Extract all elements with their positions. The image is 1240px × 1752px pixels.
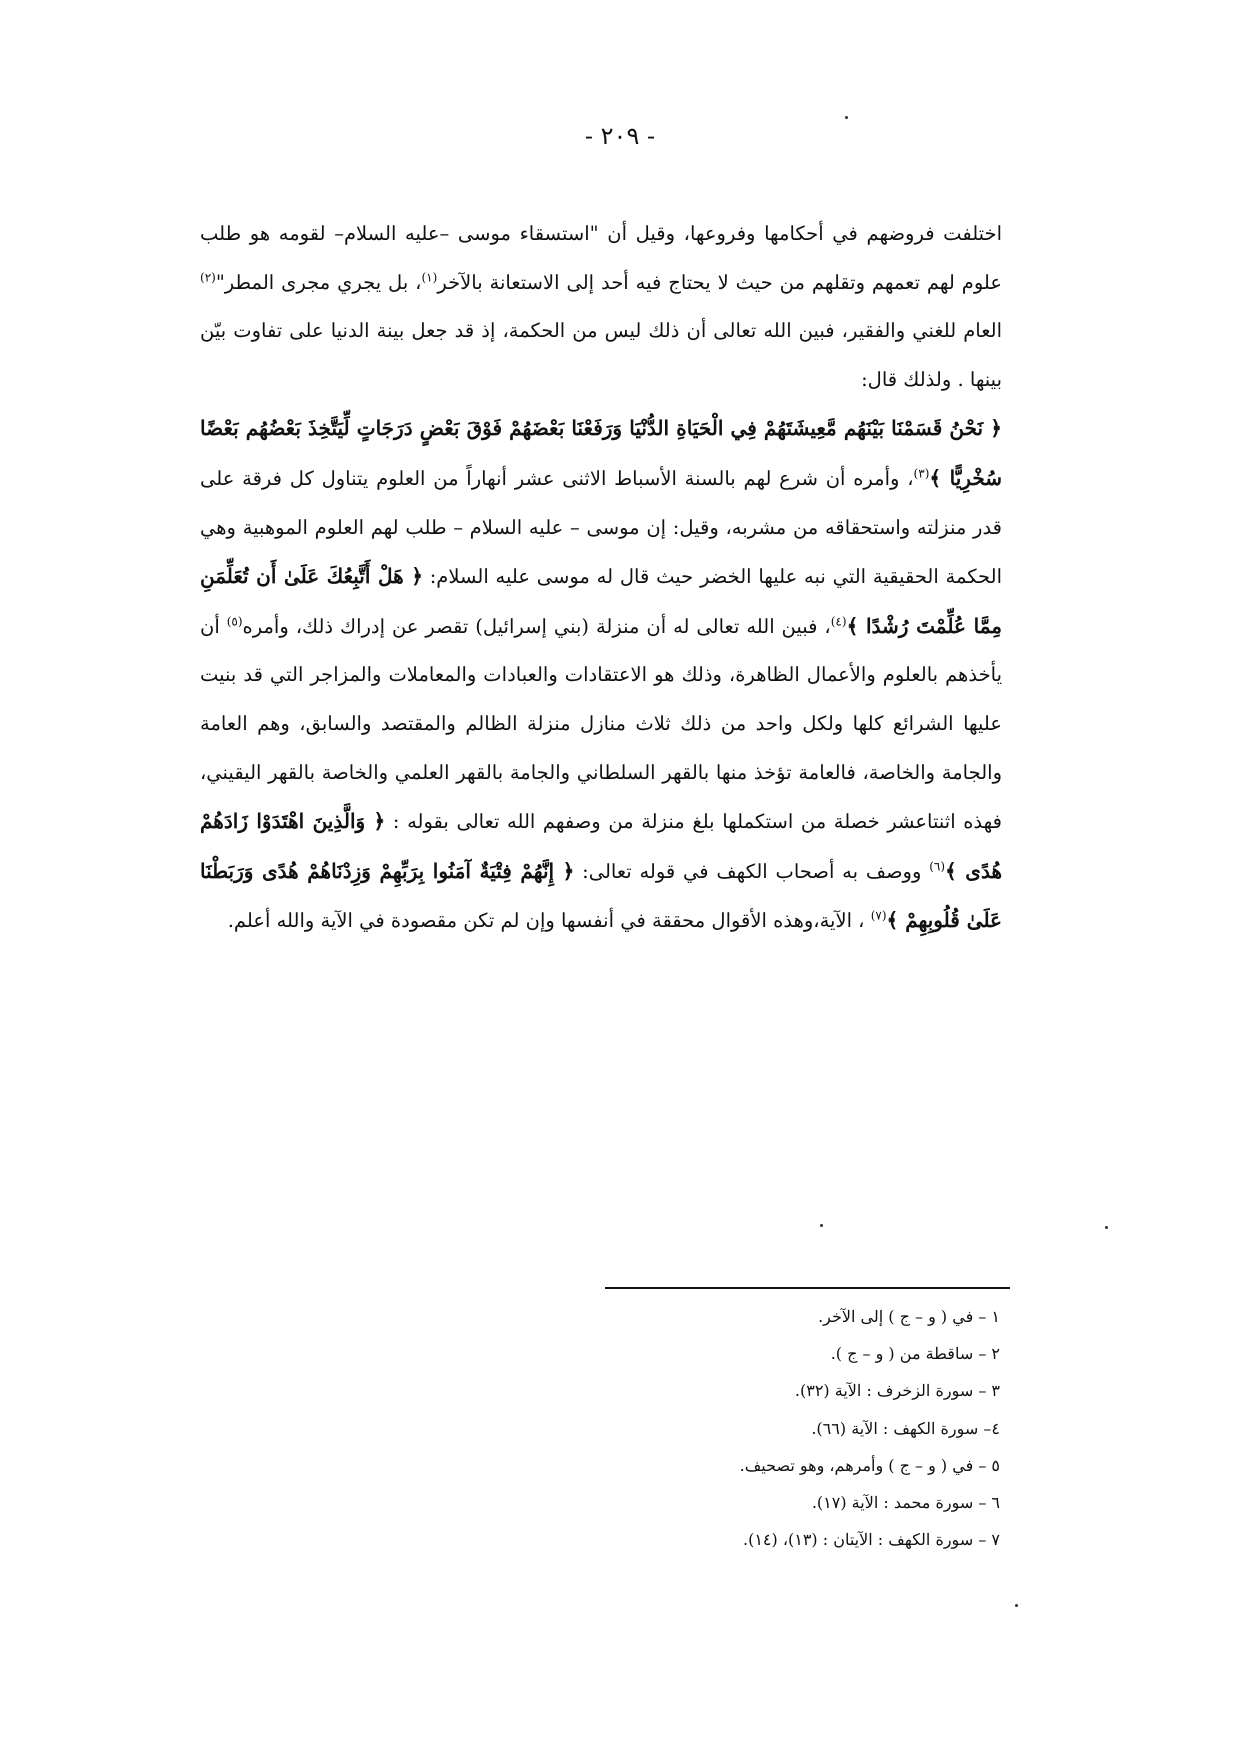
main-text: [200, 210, 1002, 946]
paragraph-1: [200, 210, 1002, 404]
quran-verse-muhammad: ﴿ وَالَّذِينَ اهْتَدَوْا زَادَهُمْ هُدًى ﴾: [200, 809, 1002, 883]
footnote-ref-2: (٢): [200, 270, 216, 285]
text-segment: اختلفت فروضهم في أحكامها وفروعها، وقيل أن "استسقاء موسى –عليه السلام– لقومه هو طلب علوم لهم تعمهم وتقلهم من حيث لا يحتاج فيه أحد إلى الاستعانة بالآخر: [200, 222, 1002, 294]
footnote-2: ٢ – ساقطة من ( و – ج ).: [830, 1344, 1000, 1364]
page-number: - ٢٠٩ -: [584, 122, 656, 150]
footnote-7: ٧ – سورة الكهف : الآيتان : (١٣)، (١٤).: [742, 1530, 1000, 1550]
text-segment: ، وأمره أن شرع لهم بالسنة الأسباط الاثنى عشر أنهاراً من العلوم يتناول كل فرقة على قدر منزلته واستحقاقه من مشربه، وقيل: إن موسى – عليه السلام – طلب لهم العلوم الموهبية وهي الحكمة الحقيقية التي نبه عليها الخضر حيث قال له موسى عليه السلام:: [200, 466, 1003, 589]
scan-speck: [1105, 1226, 1108, 1229]
text-segment: ، الآية،وهذه الأقوال محققة في أنفسها وإن لم تكن مقصودة في الآية والله أعلم.: [227, 909, 871, 933]
footnote-4: ٤– سورة الكهف : الآية (٦٦).: [811, 1418, 1000, 1438]
footnote-3: ٣ – سورة الزخرف : الآية (٣٢).: [794, 1381, 1000, 1401]
quran-verse-zukhruf: ﴿ نَحْنُ قَسَمْنَا بَيْنَهُم مَّعِيشَتَهُمْ فِي الْحَيَاةِ الدُّنْيَا وَرَفَعْنَا بَعْضَهُمْ فَوْقَ بَعْضٍ دَرَجَاتٍ لِّيَتَّخِذَ بَعْضُهُم بَعْضًا سُخْرِيًّا ﴾: [200, 416, 1003, 490]
footnote-1: ١ – في ( و – ج ) إلى الآخر.: [818, 1307, 1000, 1326]
text-segment: ووصف به أصحاب الكهف في قوله تعالى:: [574, 859, 930, 883]
footnote-6: ٦ – سورة محمد : الآية (١٧).: [811, 1493, 1000, 1513]
footnote-divider: [605, 1287, 1010, 1289]
footnote-ref-4: (٤): [830, 614, 847, 629]
footnote-ref-7: (٧): [870, 908, 887, 923]
text-segment: العام للغني والفقير، فبين الله تعالى أن ذلك ليس من الحكمة، إذ قد جعل بينة الدنيا على تفاوت بيّن بينها . ولذلك قال:: [200, 319, 1002, 391]
paragraph-2: [200, 404, 1002, 946]
quran-verse-kahf-66: ﴿ هَلْ أَتَّبِعُكَ عَلَىٰ أَن تُعَلِّمَنِ مِمَّا عُلِّمْتَ رُشْدًا ﴾: [200, 564, 1003, 638]
text-segment: ، فبين الله تعالى له أن منزلة (بني إسرائيل) تقصر عن إدراك ذلك، وأمره: [242, 614, 831, 638]
footnote-ref-5: (٥): [226, 614, 243, 629]
footnote-5: ٥ – في ( و – ج ) وأمرهم، وهو تصحيف.: [739, 1455, 1000, 1475]
footnote-ref-3: (٣): [913, 466, 930, 481]
footnote-ref-1: (١): [421, 270, 438, 285]
scan-speck: [845, 116, 848, 119]
scan-speck: [820, 1224, 823, 1227]
quran-verse-kahf-13: ﴿ إِنَّهُمْ فِتْيَةٌ آمَنُوا بِرَبِّهِمْ وَزِدْنَاهُمْ هُدًى وَرَبَطْنَا عَلَىٰ قُلُوبِهِمْ ﴾: [200, 858, 1002, 933]
footnote-ref-6: (٦): [929, 859, 946, 874]
scan-speck: [1015, 1604, 1018, 1607]
text-segment: ، بل يجري مجرى المطر": [215, 270, 422, 294]
text-segment: أن يأخذهم بالعلوم والأعمال الظاهرة، وذلك هو الاعتقادات والعبادات والمعاملات والمزاجر التي قد بنيت عليها الشرائع كلها ولكل واحد من ذلك ثلاث منازل منزلة الظالم والمقتصد والسابق، وهم العامة والجامة والخاصة، فالعامة تؤخذ منها بالقهر السلطاني والجامة بالقهر العلمي والخاصة بالقهر اليقيني، فهذه اثنتاعشر خصلة من استكملها بلغ منزلة من وصفهم الله تعالى بقوله :: [200, 614, 1002, 834]
footnotes-list: [200, 1298, 1000, 1558]
